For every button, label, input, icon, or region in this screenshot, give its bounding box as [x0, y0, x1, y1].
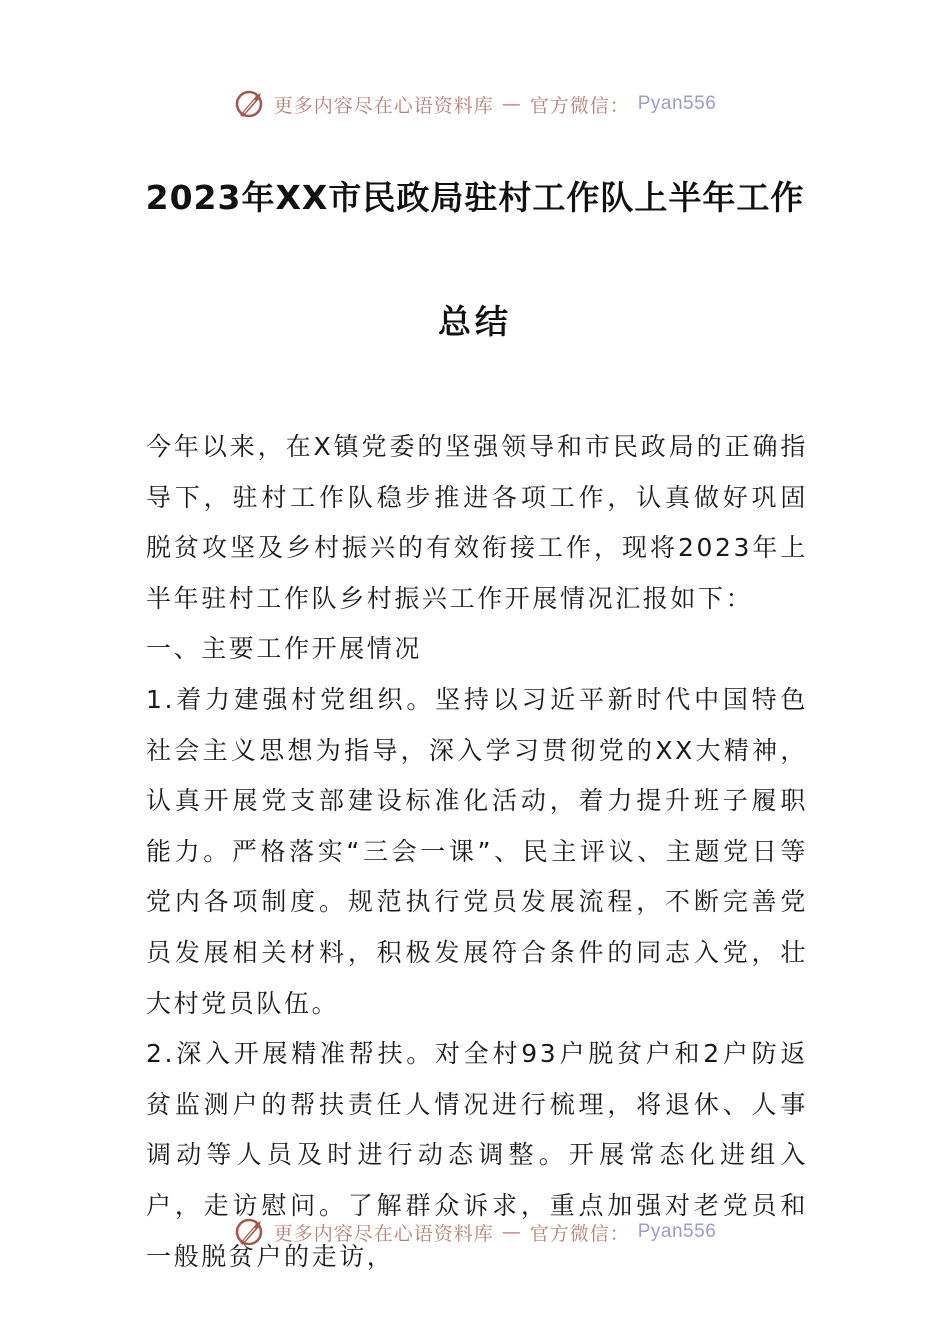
bottom-watermark-banner [0, 1212, 950, 1252]
watermark-text: 更多内容尽在心语资料库 [273, 94, 494, 117]
wechat-id: Pyan556 [637, 93, 717, 114]
wechat-id: Pyan556 [637, 1221, 717, 1242]
watermark-text: 更多内容尽在心语资料库 [273, 1222, 494, 1245]
watermark-dash: — [501, 93, 522, 115]
top-watermark-banner [0, 84, 950, 124]
body-paragraph: 2.深入开展精准帮扶。对全村93户脱贫户和2户防返贫监测户的帮扶责任人情况进行梳理，将退休、人事调动等人员及时进行动态调整。开展常态化进组入户，走访慰问。了解群众诉求，重点加强对老党员和一般脱贫户的走访， [146, 1039, 808, 1271]
document-title-line-1: 2023年XX市民政局驻村工作队上半年工作 [145, 178, 805, 217]
section-heading: 一、主要工作开展情况 [146, 634, 423, 664]
body-paragraph: 1.着力建强村党组织。坚持以习近平新时代中国特色社会主义思想为指导，深入学习贯彻党的XX大精神，认真开展党支部建设标准化活动，着力提升班子履职能力。严格落实“三会一课”、民主评议、主题党日等党内各项制度。规范执行党员发展流程，不断完善党员发展相关材料，积极发展符合条件的同志入党，壮大村党员队伍。 [146, 684, 808, 1018]
document-title-line-2: 总结 [438, 302, 512, 341]
document-body [146, 422, 808, 1282]
intro-paragraph: 今年以来，在X镇党委的坚强领导和市民政局的正确指导下，驻村工作队稳步推进各项工作，认真做好巩固脱贫攻坚及乡村振兴的有效衔接工作，现将2023年上半年驻村工作队乡村振兴工作开展情况汇报如下： [146, 432, 808, 613]
pen-nib-seal-icon [234, 88, 266, 120]
watermark-dash: — [501, 1221, 522, 1243]
wechat-label: 官方微信： [529, 1222, 630, 1245]
wechat-label: 官方微信： [529, 94, 630, 117]
pen-nib-seal-icon [234, 1216, 266, 1248]
